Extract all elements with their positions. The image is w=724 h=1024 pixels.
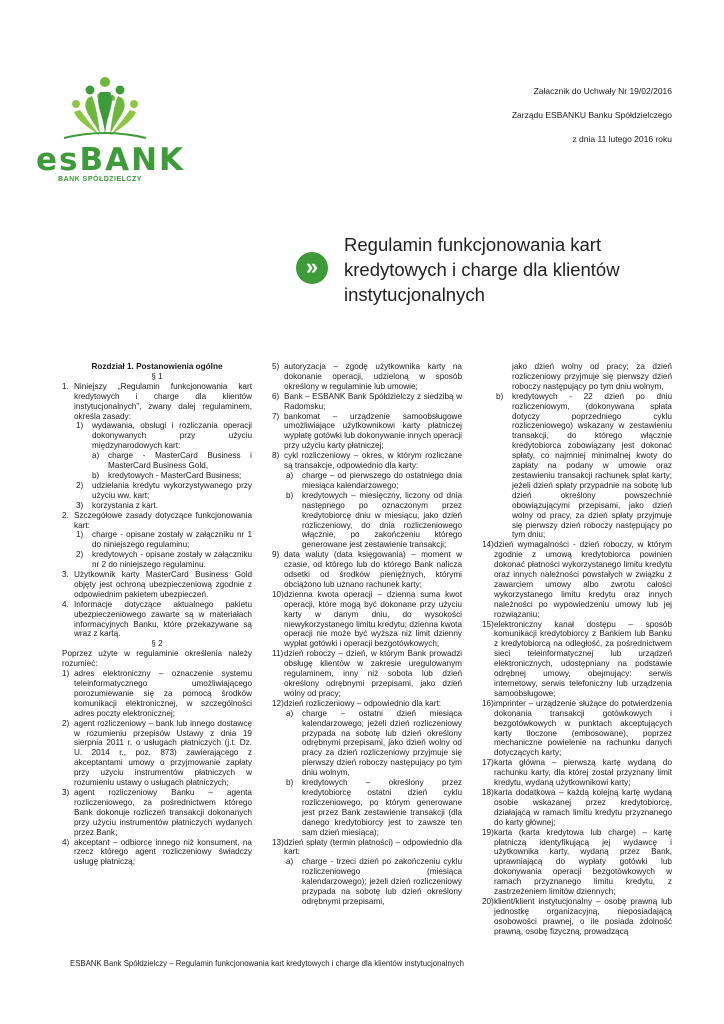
list-item-text: Informacje dotyczące aktualnego pakietu ubezpieczeniowego zawarte są w materiałach informacyjnych Banku, które przekazywane są wraz z kartą.	[74, 599, 252, 639]
list-item-text: agent rozliczeniowy – bank lub innego dostawcę w rozumieniu przepisów Ustawy z dnia 19 sierpnia 2011 r. o usługach płatniczych (j.t. Dz. U. 2014 r., poz. 873) zawierającego z akceptantami umowy o przyjmowanie zapłaty przy użyciu instrumentów płatniczych w rozumieniu ustawy o usługach płatniczych;	[74, 718, 252, 788]
list-marker: 13)	[272, 837, 284, 847]
list-marker: 8)	[272, 451, 280, 461]
list-item-text: karta (karta kredytowa lub charge) – kartę płatniczą identyfikującą jej wydawcę i użytkownika karty, wydaną przez Bank, uprawniającą do wypłaty gotówki lub dokonywania operacji bezgotówkowych w ramach przyznanego limitu kredytu, z zastrzeżeniem limitów dziennych;	[494, 827, 672, 897]
text-column-2	[272, 362, 462, 907]
body-text: jako dzień wolny od pracy; za dzień rozliczeniowy przyjmuje się pierwszy dzień roboczy następujący po tym dniu wolnym,	[512, 362, 672, 391]
list-item	[482, 897, 672, 937]
body-text: Poprzez użyte w regulaminie określenia należy rozumieć:	[62, 649, 252, 669]
list-marker: b)	[92, 470, 100, 480]
list-item	[482, 788, 672, 828]
list-item-text: charge – ostatni dzień miesiąca kalendarzowego; jeżeli dzień rozliczeniowy przypada na sobotę lub dzień określony odrębnymi przepisami, jako dzień wolny od pracy za dzień rozliczeniowy przyjmuje się pierwszy dzień roboczy następujący po tym dniu wolnym,	[302, 708, 462, 778]
list-marker: b)	[286, 490, 294, 500]
list-marker: b)	[496, 391, 504, 401]
list-item	[272, 471, 462, 491]
list-item-text: karta dodatkowa – każdą kolejną kartę wydaną osobie wskazanej przez kredytobiorcę, działającą w ramach limitu kredytu przyznanego do karty głównej;	[494, 787, 672, 827]
list-marker: 20)	[482, 896, 494, 906]
list-item	[272, 412, 462, 452]
list-marker: 15)	[482, 619, 494, 629]
list-marker: 1)	[76, 530, 84, 540]
logo-figures-icon	[60, 74, 150, 142]
list-item-text: wydawania, obsługi i rozliczania operacji dokonywanych przy użyciu międzynarodowych kart:	[92, 421, 252, 451]
logo-wordmark: esBANK	[36, 142, 186, 178]
list-marker: 2)	[76, 480, 84, 490]
list-item	[62, 530, 252, 550]
list-item-text: korzystania z kart.	[92, 500, 158, 510]
list-item	[272, 362, 462, 392]
list-marker: 6)	[272, 391, 280, 401]
list-item	[272, 778, 462, 837]
list-marker: 2)	[62, 718, 70, 728]
list-marker: 4.	[62, 599, 69, 609]
list-marker: 10)	[272, 589, 284, 599]
list-item	[482, 699, 672, 758]
paragraph-number: § 2	[151, 639, 163, 649]
text-column-1	[62, 362, 252, 867]
double-chevron-right-icon: »	[296, 252, 328, 284]
list-marker: 18)	[482, 787, 494, 797]
title-text: Regulamin funkcjonowania kart kredytowych i charge dla klientów instytucjonalnych	[344, 234, 620, 305]
list-item-text: dzień spłaty (termin płatności) – odpowiednio dla kart:	[284, 837, 462, 857]
list-item	[272, 649, 462, 699]
list-marker: 1)	[62, 669, 70, 679]
list-item-text: imprinter – urządzenie służące do potwierdzenia dokonania transakcji gotówkowych i bezgotówkowych w punktach akceptujących karty tłoczone (embosowane), poprzez mechaniczne powielenie na rachunku danych dotyczących karty;	[494, 698, 672, 758]
list-item	[62, 669, 252, 719]
list-item-text: Niniejszy „Regulamin funkcjonowania kart kredytowych i charge dla klientów instytucjonalnych”, zwany dalej regulaminem, określa zasady:	[74, 381, 252, 421]
list-item-text: charge – od pierwszego do ostatniego dnia miesiąca kalendarzowego;	[302, 470, 462, 490]
list-item-text: autoryzacja – zgodę użytkownika karty na dokonanie operacji, udzieloną w sposób określony w regulaminie lub umowie;	[284, 362, 462, 391]
list-marker: 16)	[482, 698, 494, 708]
list-item	[482, 620, 672, 699]
list-item	[62, 838, 252, 868]
list-marker: a)	[92, 451, 100, 461]
list-item-text: dzienna kwota operacji – dzienna suma kwot operacji, które mogą być dokonane przy użyciu karty w danym dniu, do wysokości niewykorzystanego limitu kredytu; dzienna kwota operacji nie może być wyższa niż limit dzienny wypłat gotówki i operacji bezgotówkowych;	[284, 589, 462, 649]
list-item-text: agent rozliczeniowy Banku – agenta rozliczeniowego, za pośrednictwem którego Bank dokonuje rozliczeń transakcji dokonanych przy użyciu instrumentów płatniczych wydanych przez Bank;	[74, 787, 252, 837]
list-item-text: kredytowych - MasterCard Business;	[108, 470, 242, 480]
section-heading: Rozdział 1. Postanowienia ogólne	[91, 362, 223, 371]
list-item-text: klient/klient instytucjonalny – osobę prawną lub jednostkę organizacyjną, nieposiadającą osobowości prawnej, o ile posiada zdolność prawną, osobę fizyczną, prowadzącą	[494, 896, 672, 936]
list-item	[272, 709, 462, 778]
list-marker: 9)	[272, 550, 280, 560]
list-item-text: charge - trzeci dzień po zakończeniu cyklu rozliczeniowego (miesiąca kalendarzowego); jeżeli dzień rozliczeniowy przypada na sobotę lub dzień określony odrębnymi przepisami,	[302, 857, 462, 906]
list-item-text: akceptant – odbiorcę innego niż konsument, na rzecz którego agent rozliczeniowy świadczy usługę płatniczą;	[74, 837, 252, 867]
text-column-3	[482, 362, 672, 937]
list-marker: 17)	[482, 758, 494, 768]
list-item-text: bankomat – urządzenie samoobsługowe umożliwiające użytkownikowi karty płatniczej wypłatę gotówki lub dokonywanie innych operacji przy użyciu karty płatniczej;	[284, 411, 462, 451]
bank-logo	[30, 74, 186, 186]
header-line-3: z dnia 11 lutego 2016 roku	[572, 134, 672, 144]
list-item	[272, 699, 462, 709]
list-item-text: charge - MasterCard Business i MasterCard Business Gold,	[108, 451, 252, 471]
logo-subtitle: BANK SPÓŁDZIELCZY	[58, 176, 142, 183]
list-item-text: charge - opisane zostały w załączniku nr 1 do niniejszego regulaminu;	[92, 530, 252, 550]
list-marker: a)	[286, 470, 294, 480]
page-footer: ESBANK Bank Spółdzielczy – Regulamin funkcjonowania kart kredytowych i charge dla klientów instytucjonalnych	[70, 959, 464, 968]
list-item-text: Bank – ESBANK Bank Spółdzielczy z siedzibą w Radomsku;	[284, 391, 462, 411]
list-item	[482, 758, 672, 788]
list-item	[272, 451, 462, 471]
list-item-text: Szczegółowe zasady dotyczące funkcjonowania kart:	[74, 510, 252, 530]
list-item	[62, 511, 252, 531]
list-item	[272, 491, 462, 550]
list-item	[272, 857, 462, 907]
list-item	[272, 838, 462, 858]
list-item	[62, 570, 252, 600]
list-marker: a)	[286, 708, 294, 718]
list-item-text: data waluty (data księgowania) – moment w czasie, od którego lub do którego Bank nalicza odsetki od środków pieniężnych, którymi obciążono lub uznano rachunek karty;	[284, 550, 462, 589]
list-marker: 19)	[482, 827, 494, 837]
header-line-1: Załacznik do Uchwały Nr 19/02/2016	[533, 86, 672, 96]
header-line-2: Zarządu ESBANKU Banku Spółdzielczego	[511, 110, 672, 120]
list-item	[62, 471, 252, 481]
list-marker: 5)	[272, 362, 280, 371]
list-item	[482, 392, 672, 541]
list-item-text: udzielania kredytu wykorzystywanego przy użyciu ww. kart;	[92, 480, 252, 500]
paragraph-number: § 1	[151, 371, 163, 381]
list-marker: 2.	[62, 510, 69, 520]
list-marker: 14)	[482, 540, 494, 550]
list-marker: 1.	[62, 381, 69, 391]
list-item	[62, 481, 252, 501]
list-item	[62, 600, 252, 640]
list-marker: 4)	[62, 837, 70, 847]
list-item	[62, 788, 252, 838]
list-item	[62, 501, 252, 511]
list-item-text: kredytowych – określony przez kredytobiorcę ostatni dzień cyklu rozliczeniowego, po którym generowane jest przez Bank zestawienie transakcji (dla danego kredytobiorcy jest to zawsze ten sam dzień miesiąca);	[302, 778, 462, 837]
list-item-text: elektroniczny kanał dostępu – sposób komunikacji kredytobiorcy z Bankiem lub Banku z kredytobiorcą na odległość, za pośrednictwem sieci teleinformatycznej lub urządzeń elektronicznych, udostępniany na podstawie odrębnej umowy, obejmujący: serwis internetowy, serwis telefoniczny lub urządzenia samoobsługowe;	[494, 619, 672, 698]
list-marker: 2)	[76, 550, 84, 560]
list-item	[272, 392, 462, 412]
list-item-text: kredytowych - opisane zostały w załączniku nr 2 do niniejszego regulaminu.	[92, 550, 252, 570]
list-marker: b)	[286, 778, 294, 788]
list-item	[482, 828, 672, 897]
list-item	[62, 382, 252, 422]
list-item	[62, 550, 252, 570]
list-marker: 3)	[76, 500, 84, 510]
list-item	[62, 451, 252, 471]
list-marker: 1)	[76, 421, 84, 431]
list-item-text: cykl rozliczeniowy – okres, w którym rozliczane są transakcje, odpowiednio dla karty:	[284, 451, 462, 471]
list-item	[272, 550, 462, 590]
list-item-text: kredytowych - 22 dzień po dniu rozliczeniowym, (dokonywana spłata dotyczy poprzedniego cyklu rozliczeniowego) wskazany w zestawieniu transakcji, do którego włącznie kredytobiorca zobowiązany jest dokonać spłaty, co najmniej minimalnej kwoty do zapłaty na podany w umowie oraz zestawieniu transakcji rachunek spłat karty; jeżeli dzień spłaty przypadnie na sobotę lub dzień określony powszechnie obowiązującymi przepisami, jako dzień wolny od pracy, za dzień spłaty przyjmuje się pierwszy dzień roboczy następujący po tym dniu;	[512, 391, 672, 540]
list-item-text: dzień rozliczeniowy – odpowiednio dla kart:	[284, 698, 442, 708]
list-marker: 3)	[62, 787, 70, 797]
list-marker: 3.	[62, 570, 69, 580]
list-item	[62, 421, 252, 451]
list-item-text: adres elektroniczny – oznaczenie systemu teleinformatycznego umożliwiającego porozumiewanie się za pomocą środków komunikacji elektronicznej, w szczególności adres poczty elektronicznej;	[74, 669, 252, 718]
list-item-text: Użytkownik karty MasterCard Business Gold objęty jest ochroną ubezpieczeniową zgodnie z odpowiednim pakietem ubezpieczeń.	[74, 570, 252, 599]
list-marker: 12)	[272, 698, 284, 708]
list-item	[482, 540, 672, 619]
list-marker: 7)	[272, 411, 280, 421]
list-item	[62, 719, 252, 788]
list-item-text: karta główna – pierwszą kartę wydaną do rachunku karty, dla której został przyznany limit kredytu, wydaną użytkownikowi karty;	[494, 758, 672, 788]
list-item-text: kredytowych – miesięczny, liczony od dnia następnego po oznaczonym przez kredytobiorcę dniu w miesiącu, jako dzień rozliczeniowy, do dnia rozliczeniowego włącznie, po zakończeniu którego generowane jest zestawienie transakcji;	[302, 490, 462, 550]
list-marker: a)	[286, 857, 294, 867]
list-item-text: dzień roboczy – dzień, w którym Bank prowadzi obsługę klientów w zakresie uregulowanym regulaminem, inny niż sobota lub dzień określony odrębnymi przepisami, jako dzień wolny od pracy;	[284, 649, 462, 698]
list-item	[272, 590, 462, 649]
list-marker: 11)	[272, 649, 284, 659]
list-item-text: dzień wymagalności - dzień roboczy, w którym zgodnie z umową kredytobiorca powinien dokonać płatności wykorzystanego limitu kredytu oraz innych należności powstałych w związku z zawarciem umowy albo zwrotu całości wykorzystanego limitu kredytu oraz innych należności po wypowiedzeniu umowy lub jej rozwiązaniu;	[494, 540, 672, 619]
